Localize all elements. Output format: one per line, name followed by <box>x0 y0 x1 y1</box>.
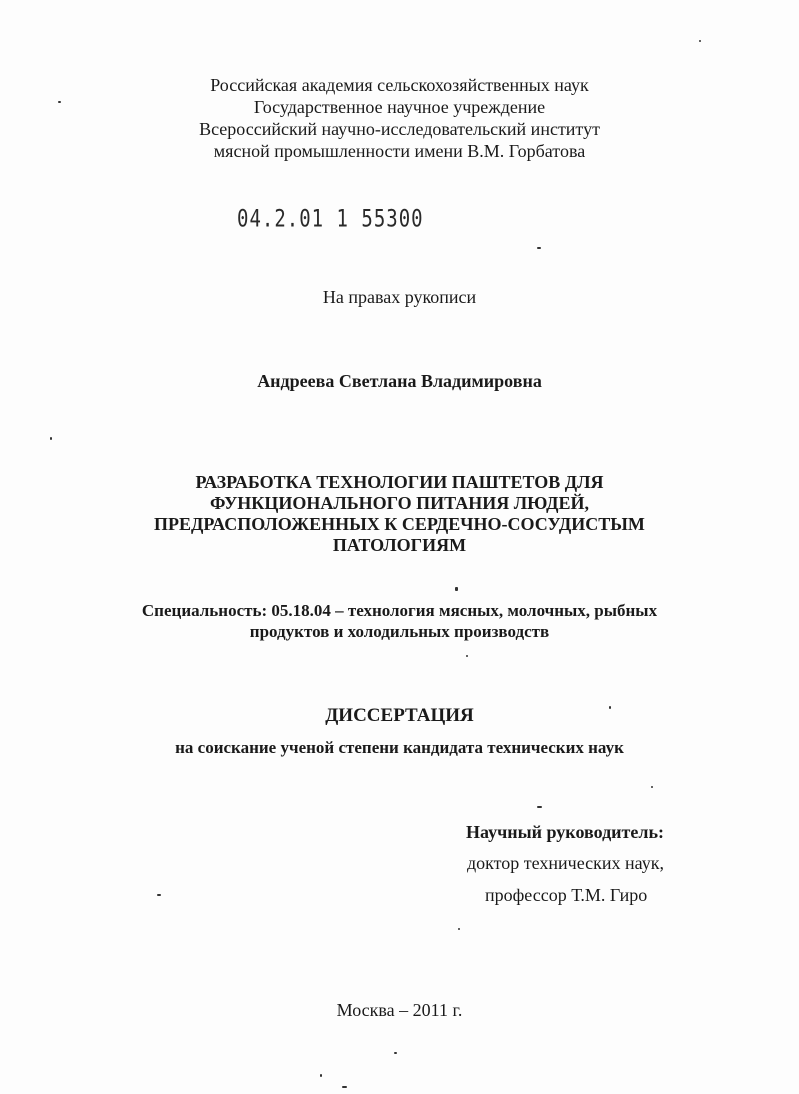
scan-speck <box>58 101 61 103</box>
scan-speck <box>466 655 468 657</box>
organization-line: мясной промышленности имени В.М. Горбатова <box>213 141 586 161</box>
organization-line: Российская академия сельскохозяйственных наук <box>210 75 589 95</box>
scan-speck <box>394 1052 397 1054</box>
advisor-name: профессор Т.М. Гиро <box>485 885 648 905</box>
scan-speck <box>537 247 541 249</box>
author-name: Андреева Светлана Владимировна <box>257 371 542 391</box>
title-line: ПРЕДРАСПОЛОЖЕННЫХ К СЕРДЕЧНО-СОСУДИСТЫМ <box>154 514 645 534</box>
scan-speck <box>537 806 542 808</box>
title-line: РАЗРАБОТКА ТЕХНОЛОГИИ ПАШТЕТОВ ДЛЯ <box>195 472 604 492</box>
advisor-degree: доктор технических наук, <box>467 853 664 873</box>
scan-speck <box>651 786 653 788</box>
advisor-label: Научный руководитель: <box>466 822 664 842</box>
organization-line: Всероссийский научно-исследовательский институт <box>199 119 600 139</box>
specialty-line: Специальность: 05.18.04 – технология мясных, молочных, рыбных <box>141 601 658 620</box>
organization-line: Государственное научное учреждение <box>253 97 546 117</box>
place-year: Москва – 2011 г. <box>336 1000 463 1020</box>
title-line: ФУНКЦИОНАЛЬНОГО ПИТАНИЯ ЛЮДЕЙ, <box>209 493 589 513</box>
dissertation-title <box>0 472 799 556</box>
title-line: ПАТОЛОГИЯМ <box>332 535 467 555</box>
specialty-line: продуктов и холодильных производств <box>249 622 550 641</box>
scan-speck <box>342 1086 347 1088</box>
scan-speck <box>320 1074 322 1077</box>
scan-speck <box>609 706 611 709</box>
scan-speck <box>50 437 52 440</box>
scan-speck <box>458 928 460 930</box>
specialty <box>0 600 799 642</box>
organization-header <box>0 74 799 162</box>
scan-speck <box>699 40 701 42</box>
dissertation-heading: ДИССЕРТАЦИЯ <box>325 705 474 726</box>
degree-subheading: на соискание ученой степени кандидата технических наук <box>175 738 624 757</box>
library-stamp-number: 04.2.01 1 55300 <box>237 205 424 233</box>
scan-speck <box>157 894 161 896</box>
scan-speck <box>455 587 458 591</box>
manuscript-note: На правах рукописи <box>322 287 477 307</box>
